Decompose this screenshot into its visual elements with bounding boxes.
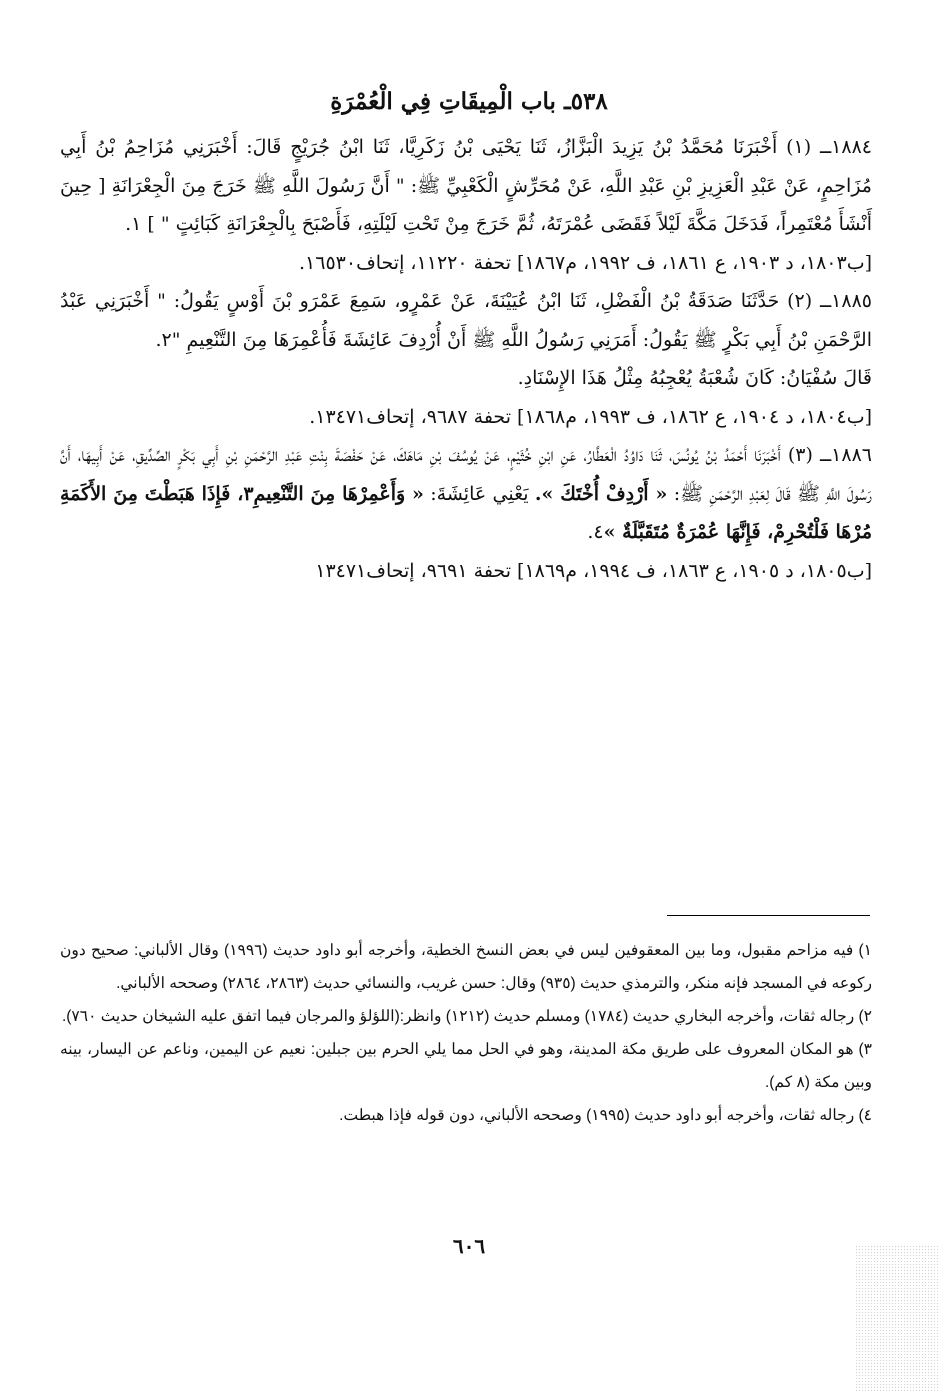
hadith-1886-quote-2: « وَأَعْمِرْهَا مِنَ التَّنْعِيمِ٣، فَإِذَا هَبَطْتَ مِنَ الأَكَمَةِ مُرْهَا فَلْتُحْرِمْ، فَإِنَّهَا عُمْرَةٌ مُتَقَبَّلَةٌ » xyxy=(60,482,872,543)
hadith-1886-clarification: يَعْنِي عَائِشَةَ: xyxy=(423,482,535,505)
footnote-4: ٤) رجاله ثقات، وأخرجه أبو داود حديث (١٩٩٥) وصححه الألباني، دون قوله فإذا هبطت. xyxy=(339,1107,872,1124)
hadith-1886-text xyxy=(60,436,872,552)
page-number: ٦٠٦ xyxy=(452,1236,486,1258)
footnote-3: ٣) هو المكان المعروف على طريق مكة المدينة، وهو في الحل مما يلي الحرم بين جبلين: نعيم عن اليمين، وناعم عن اليسار، بينه وبين مكة (٨ كم). xyxy=(60,1041,872,1091)
footnote-2: ٢) رجاله ثقات، وأخرجه البخاري حديث (١٧٨٤) ومسلم حديث (١٢١٢) وانظر:(اللؤلؤ والمرجان فيما اتفق عليه الشيخان حديث ٧٦٠). xyxy=(61,1008,872,1025)
main-text xyxy=(60,128,872,590)
hadith-1884-text: ١٨٨٤ــ (١) أَخْبَرَنَا مُحَمَّدُ بْنُ يَزِيدَ الْبَزَّازُ، ثَنَا يَحْيَى بْنُ زَكَرِيَّا، ثَنَا ابْنُ جُرَيْجٍ قَالَ: أَخْبَرَنِي مُزَاحِمُ بْنُ أَبِي مُزَاحِمٍ، عَنْ عَبْدِ الْعَزِيزِ بْنِ عَبْدِ اللَّهِ، عَنْ مُحَرِّشٍ الْكَعْبِيِّ ﷺ: " أَنَّ رَسُولَ اللَّهِ ﷺ خَرَجَ مِنَ الْجِعْرَانَةِ [ حِينَ أَنْشَأَ مُعْتَمِراً، فَدَخَلَ مَكَّةَ لَيْلاً فَقَضَى عُمْرَتَهُ، ثُمَّ خَرَجَ مِنْ تَحْتِ لَيْلَتِهِ، فَأَصْبَحَ بِالْجِعْرَانَةِ كَبَائِتٍ " ] ١. xyxy=(60,136,872,235)
hadith-1885-comment: قَالَ سُفْيَانُ: كَانَ شُعْبَةُ يُعْجِبُهُ مِثْلُ هَذَا الإِسْنَادِ. xyxy=(517,367,872,389)
hadith-1886-source: [ب١٨٠٥، د ١٩٠٥، ع ١٨٦٣، ف ١٩٩٤، م١٨٦٩] تحفة ٩٦٩١، إتحاف١٣٤٧١ xyxy=(315,559,872,582)
hadith-1885-text: ١٨٨٥ــ (٢) حَدَّثَنَا صَدَقَةُ بْنُ الْفَضْلِ، ثَنَا ابْنُ عُيَيْنَةَ، عَنْ عَمْرٍو، سَمِعَ عَمْرَو بْنَ أَوْسٍ يَقُولُ: " أَخْبَرَنِي عَبْدُ الرَّحْمَنِ بْنُ أَبِي بَكْرٍ ﷺ يَقُولُ: أَمَرَنِي رَسُولُ اللَّهِ ﷺ أَنْ أُرْدِفَ عَائِشَةَ فَأُعْمِرَهَا مِنَ التَّنْعِيمِ "٢. xyxy=(60,290,872,351)
hadith-1886-chain: ١٨٨٦ــ (٣) أَخْبَرَنَا أَحْمَدُ بْنُ يُونُسَ، ثَنَا دَاوُدُ الْعَطَّارُ، عَنِ ابْنِ خُثَيْمٍ، عَنْ يُوسُفَ بْنِ مَاهَكَ، عَنْ حَفْصَةَ بِنْتِ عَبْدِ الرَّحْمَنِ بْنِ أَبِي بَكْرٍ الصِّدِّيقِ، عَنْ أَبِيهَا، أَنَّ رَسُولَ اللَّهِ ﷺ قَالَ لِعَبْدِ الرَّحْمَنِ ﷺ: xyxy=(60,444,872,505)
footnote-1: ١) فيه مزاحم مقبول، وما بين المعقوفين ليس في بعض النسخ الخطية، وأخرجه أبو داود حديث (١٩٩٦) وقال الألباني: صحيح دون ركوعه في المسجد فإنه منكر، والترمذي حديث (٩٣٥) وقال: حسن غريب، والنسائي حديث (٢٨٦٣، ٢٨٦٤) وصححه الألباني. xyxy=(60,942,872,992)
chapter-title: ٥٣٨ـ باب الْمِيقَاتِ فِي الْعُمْرَةِ xyxy=(330,88,608,115)
footnote-separator xyxy=(667,915,870,916)
hadith-1886-quote-1: « أَرْدِفْ أُخْتَكَ ». xyxy=(534,482,668,505)
scan-noise xyxy=(855,1245,938,1391)
hadith-1884-source: [ب١٨٠٣، د ١٩٠٣، ع ١٨٦١، ف ١٩٩٢، م١٨٦٧] تحفة ١١٢٢٠، إتحاف١٦٥٣٠. xyxy=(298,251,872,274)
footnotes xyxy=(60,934,872,1132)
hadith-1886-footnote-ref: ٤. xyxy=(587,521,604,543)
hadith-1885-source: [ب١٨٠٤، د ١٩٠٤، ع ١٨٦٢، ف ١٩٩٣، م١٨٦٨] تحفة ٩٦٨٧، إتحاف١٣٤٧١. xyxy=(309,405,872,428)
